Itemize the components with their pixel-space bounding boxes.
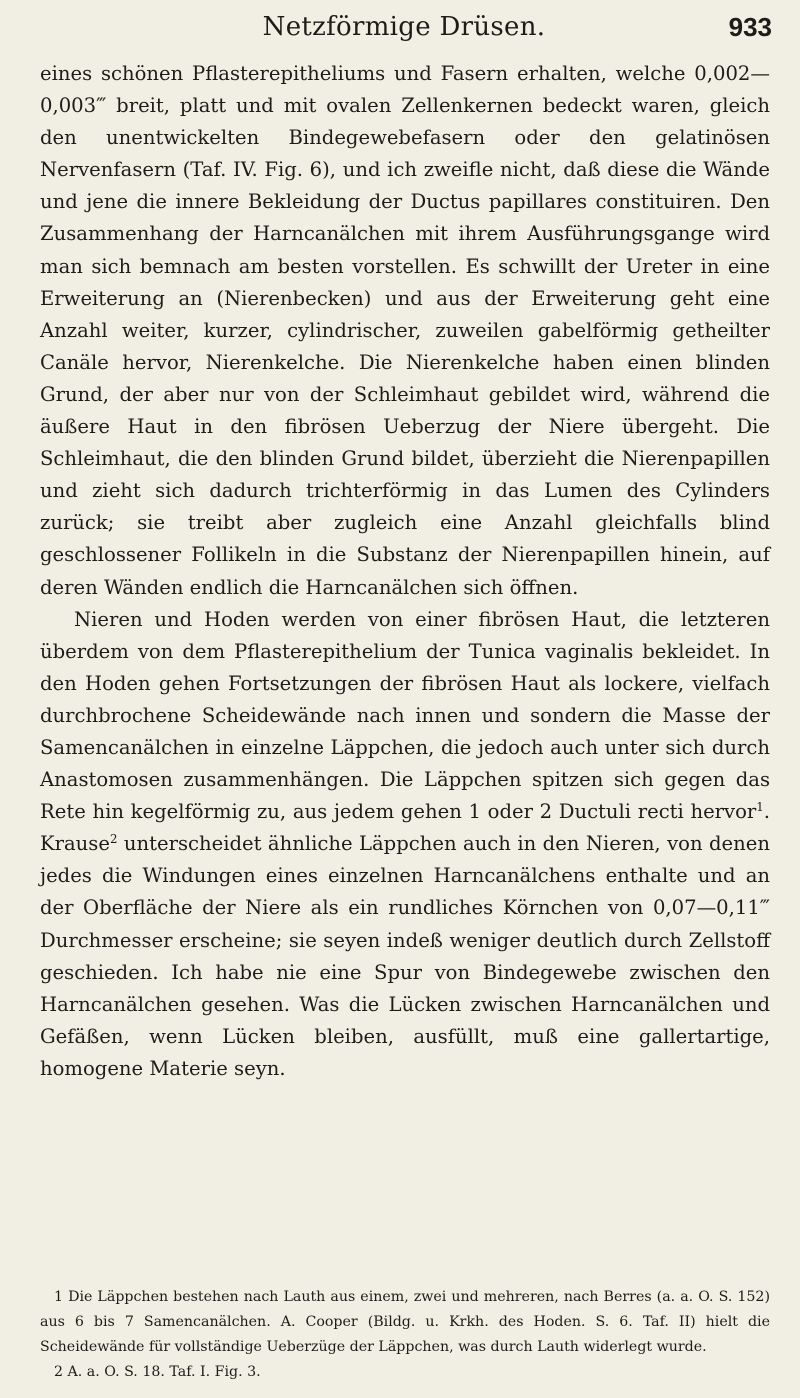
footnotes: [40, 1285, 770, 1385]
paragraph-2-text-a: Nieren und Hoden werden von einer fibrösen Haut, die letzteren überdem von dem Pflasterepithelium der Tunica vaginalis bekleidet. In den Hoden gehen Fortsetzungen der fibrösen Haut als lockere, vielfach durchbrochene Scheidewände nach innen und sondern die Masse der Samencanälchen in einzelne Läppchen, die jedoch auch unter sich durch Anastomosen zusammenhängen. Die Läppchen spitzen sich gegen das Rete hin kegelförmig zu, aus jedem gehen 1 oder 2 Ductuli recti hervor: [40, 607, 770, 824]
paragraph-2: [40, 604, 770, 1085]
footnote-ref-1: 1: [756, 800, 764, 815]
body-text: [40, 58, 770, 1085]
page-header: [36, 6, 772, 50]
footnote-1: 1 Die Läppchen bestehen nach Lauth aus einem, zwei und mehreren, nach Berres (a. a. O. S. 152) aus 6 bis 7 Samencanälchen. A. Cooper (Bildg. u. Krkh. des Hoden. S. 6. Taf. II) hielt die Scheidewände für vollständige Ueberzüge der Läppchen, was durch Lauth widerlegt wurde.: [40, 1289, 770, 1355]
paragraph-2-text-c: unterscheidet ähnliche Läppchen auch in den Nieren, von denen jedes die Windungen eines einzelnen Harncanälchens enthalte und an der Oberfläche der Niere als ein rundliches Körnchen von 0,07—0,11‴ Durchmesser erscheine; sie seyen indeß weniger deutlich durch Zellstoff geschieden. Ich habe nie eine Spur von Bindegewebe zwischen den Harncanälchen gesehen. Was die Lücken zwischen Harncanälchen und Gefäßen, wenn Lücken bleiben, ausfüllt, muß eine gallertartige, homogene Materie seyn.: [40, 832, 770, 1080]
paragraph-1: eines schönen Pflasterepitheliums und Fasern erhalten, welche 0,002—0,003‴ breit, platt und mit ovalen Zellenkernen bedeckt waren, gleich den unentwickelten Bindegewebefasern oder den gelatinösen Nervenfasern (Taf. IV. Fig. 6), und ich zweifle nicht, daß diese die Wände und jene die innere Bekleidung der Ductus papillares constituiren. Den Zusammenhang der Harncanälchen mit ihrem Ausführungsgange wird man sich bemnach am besten vorstellen. Es schwillt der Ureter in eine Erweiterung an (Nierenbecken) und aus der Erweiterung geht eine Anzahl weiter, kurzer, cylindrischer, zuweilen gabelförmig getheilter Canäle hervor, Nierenkelche. Die Nierenkelche haben einen blinden Grund, der aber nur von der Schleimhaut gebildet wird, während die äußere Haut in den fibrösen Ueberzug der Niere übergeht. Die Schleimhaut, die den blinden Grund bildet, überzieht die Nierenpapillen und zieht sich dadurch trichterförmig in das Lumen des Cylinders zurück; sie treibt aber zugleich eine Anzahl gleichfalls blind geschlossener Follikeln in die Substanz der Nierenpapillen hinein, auf deren Wänden endlich die Harncanälchen sich öffnen.: [40, 62, 770, 599]
footnote-2: 2 A. a. O. S. 18. Taf. I. Fig. 3.: [54, 1364, 261, 1380]
footnote-ref-2: 2: [109, 832, 118, 847]
paragraph-2-text-b: . Krause: [40, 800, 770, 856]
running-title: Netzförmige Drüsen.: [262, 12, 546, 42]
page-number: 933: [728, 12, 772, 42]
